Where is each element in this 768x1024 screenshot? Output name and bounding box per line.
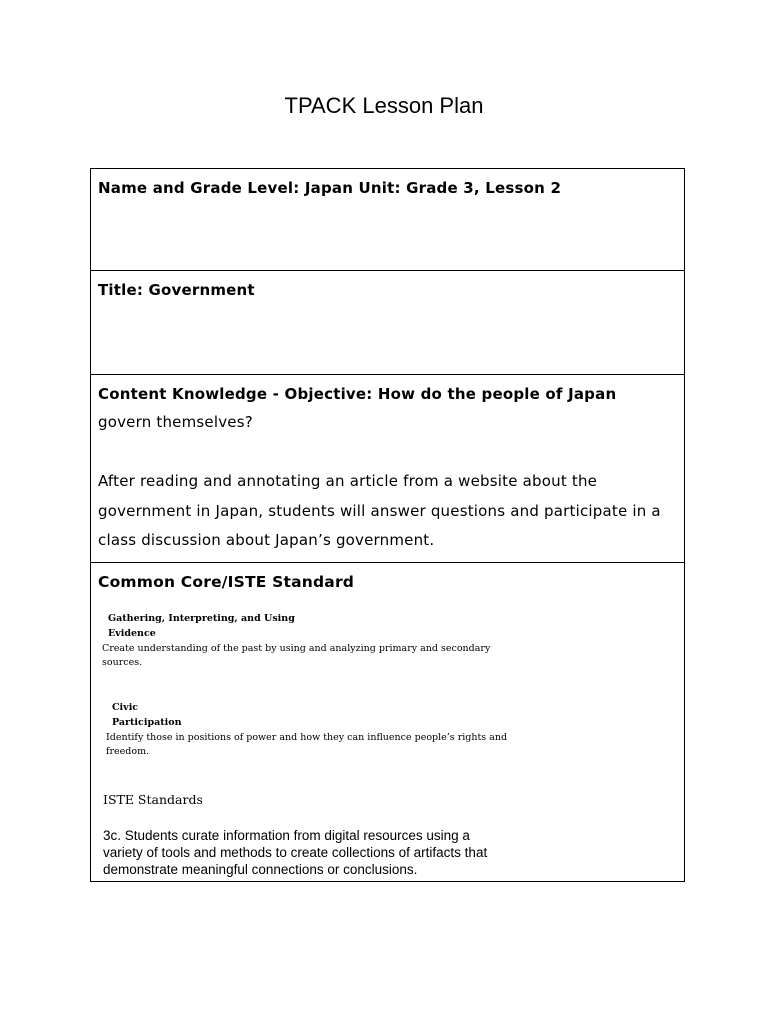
standard-1-heading-line-1: Gathering, Interpreting, and Using (108, 613, 295, 624)
iste-standard-text: 3c. Students curate information from digital resources using a variety of tools and methods to create collections of artifacts that demonstrate meaningful connections or conclusions. (103, 828, 488, 877)
lesson-title: Title: Government (98, 281, 255, 299)
standard-1-text-line-2: sources. (102, 657, 143, 668)
title-row (91, 270, 684, 374)
name-grade-label: Name and Grade Level: Japan Unit: Grade 3, Lesson 2 (98, 179, 562, 197)
standards-row (91, 562, 684, 881)
standard-2-text-line-1: Identify those in positions of power and how they can influence people’s rights and (106, 732, 508, 743)
standard-1-text-line-1: Create understanding of the past by using and analyzing primary and secondary (102, 643, 491, 654)
standard-2-heading-line-1: Civic (112, 702, 139, 713)
page-title: TPACK Lesson Plan (284, 93, 484, 118)
objective-line-1: Content Knowledge - Objective: How do the people of Japan (98, 385, 617, 403)
standards-heading: Common Core/ISTE Standard (98, 573, 355, 591)
iste-heading: ISTE Standards (103, 792, 203, 807)
lesson-plan-table (90, 168, 685, 882)
standard-1-heading-line-2: Evidence (108, 628, 156, 639)
content-knowledge-row (91, 374, 684, 562)
objective-line-2: govern themselves? (98, 413, 253, 431)
content-description: After reading and annotating an article from a website about the government in Japan, students will answer questions and participate in a class discussion about Japan’s government. (98, 472, 661, 549)
standard-2-heading-line-2: Participation (112, 717, 182, 728)
standard-2-text-line-2: freedom. (106, 746, 150, 757)
name-grade-row (91, 169, 684, 270)
